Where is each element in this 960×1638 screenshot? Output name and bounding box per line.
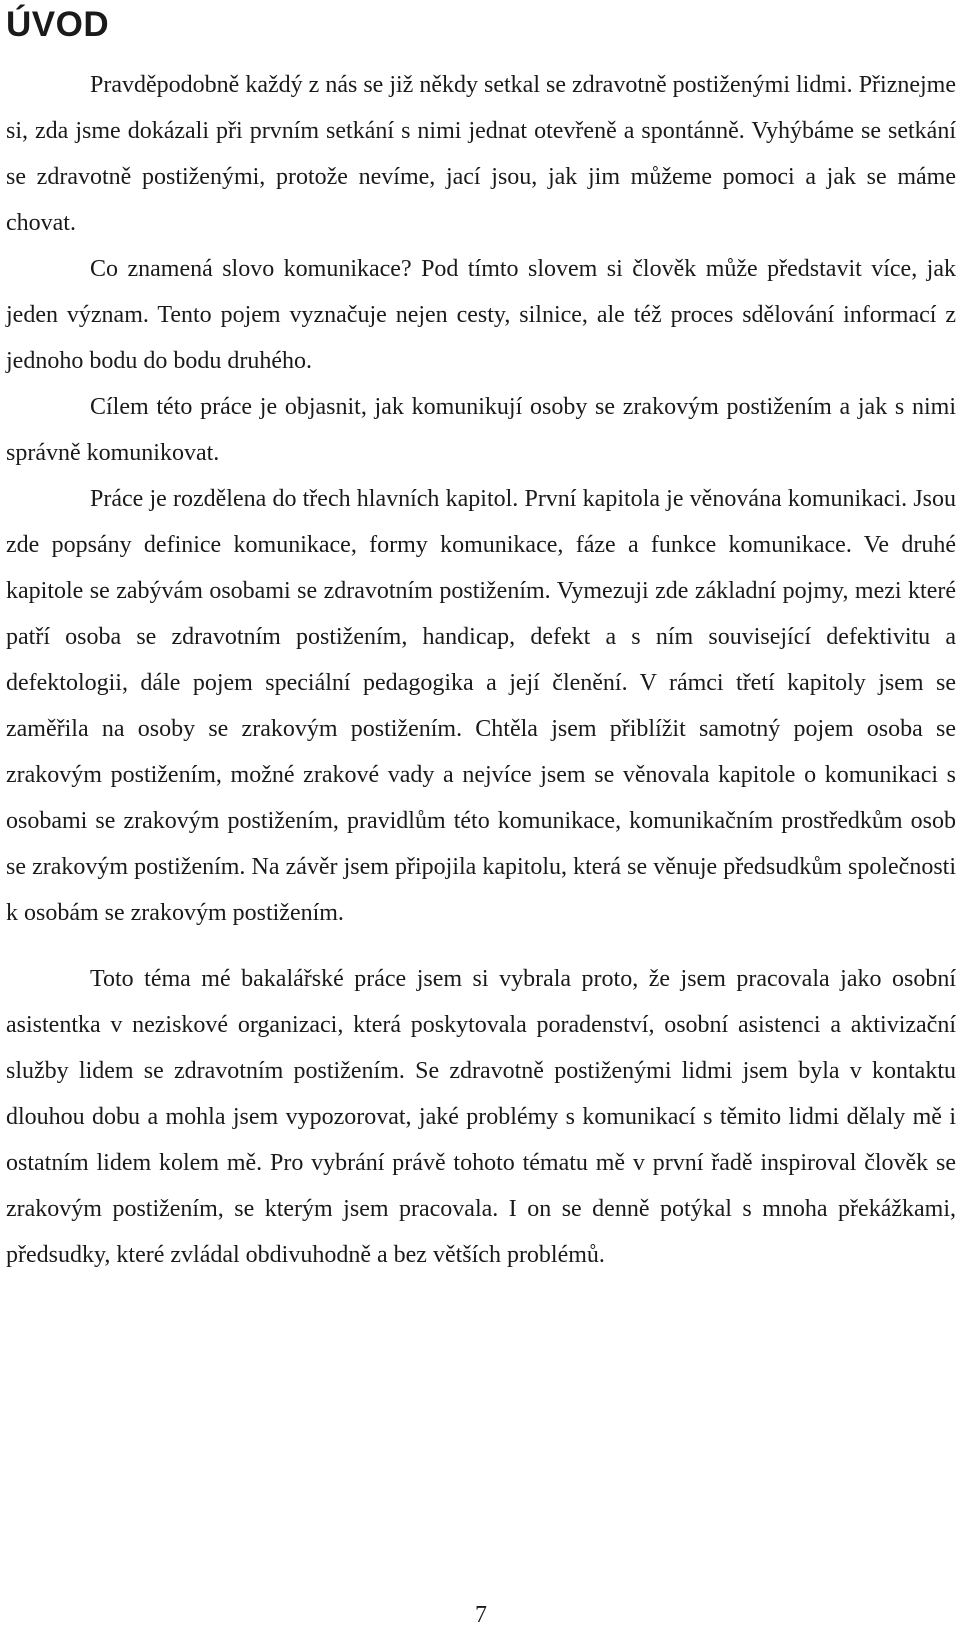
paragraph-goal: Cílem této práce je objasnit, jak komunikují osoby se zrakovým postižením a jak s nimi správně komunikovat. — [6, 394, 956, 466]
body-text — [6, 62, 956, 1278]
page-number: 7 — [475, 1602, 487, 1628]
paragraph-structure: Práce je rozdělena do třech hlavních kapitol. První kapitola je věnována komunikaci. Jsou zde popsány definice komunikace, formy komunikace, fáze a funkce komunikace. Ve druhé kapitole se zabývám osobami se zdravotním postižením. Vymezuji zde základní pojmy, mezi které patří osoba se zdravotním postižením, handicap, defekt a s ním související defektivitu a defektologii, dále pojem speciální pedagogika a její členění. V rámci třetí kapitoly jsem se zaměřila na osoby se zrakovým postižením. Chtěla jsem přiblížit samotný pojem osoba se zrakovým postižením, možné zrakové vady a nejvíce jsem se věnovala kapitole o komunikaci s osobami se zrakovým postižením, pravidlům této komunikace, komunikačním prostředkům osob se zrakovým postižením. Na závěr jsem připojila kapitolu, která se věnuje předsudkům společnosti k osobám se zrakovým postižením. — [6, 486, 956, 926]
paragraph-motivation: Toto téma mé bakalářské práce jsem si vybrala proto, že jsem pracovala jako osobní asistentka v neziskové organizaci, která poskytovala poradenství, osobní asistenci a aktivizační služby lidem se zdravotním postižením. Se zdravotně postiženými lidmi jsem byla v kontaktu dlouhou dobu a mohla jsem vypozorovat, jaké problémy s komunikací s těmito lidmi dělaly mě i ostatním lidem kolem mě. Pro vybrání právě tohoto tématu mě v první řadě inspiroval člověk se zrakovým postižením, se kterým jsem pracovala. I on se denně potýkal s mnoha překážkami, předsudky, které zvládal obdivuhodně a bez větších problémů. — [6, 966, 956, 1268]
section-heading: ÚVOD — [6, 5, 110, 44]
paragraph-communication: Co znamená slovo komunikace? Pod tímto slovem si člověk může představit více, jak jeden význam. Tento pojem vyznačuje nejen cesty, silnice, ale též proces sdělování informací z jednoho bodu do bodu druhého. — [6, 256, 956, 374]
document-page — [6, 0, 956, 1638]
paragraph-intro: Pravděpodobně každý z nás se již někdy setkal se zdravotně postiženými lidmi. Přiznejme si, zda jsme dokázali při prvním setkání s nimi jednat otevřeně a spontánně. Vyhýbáme se setkání se zdravotně postiženými, protože nevíme, jací jsou, jak jim můžeme pomoci a jak se máme chovat. — [6, 72, 956, 236]
